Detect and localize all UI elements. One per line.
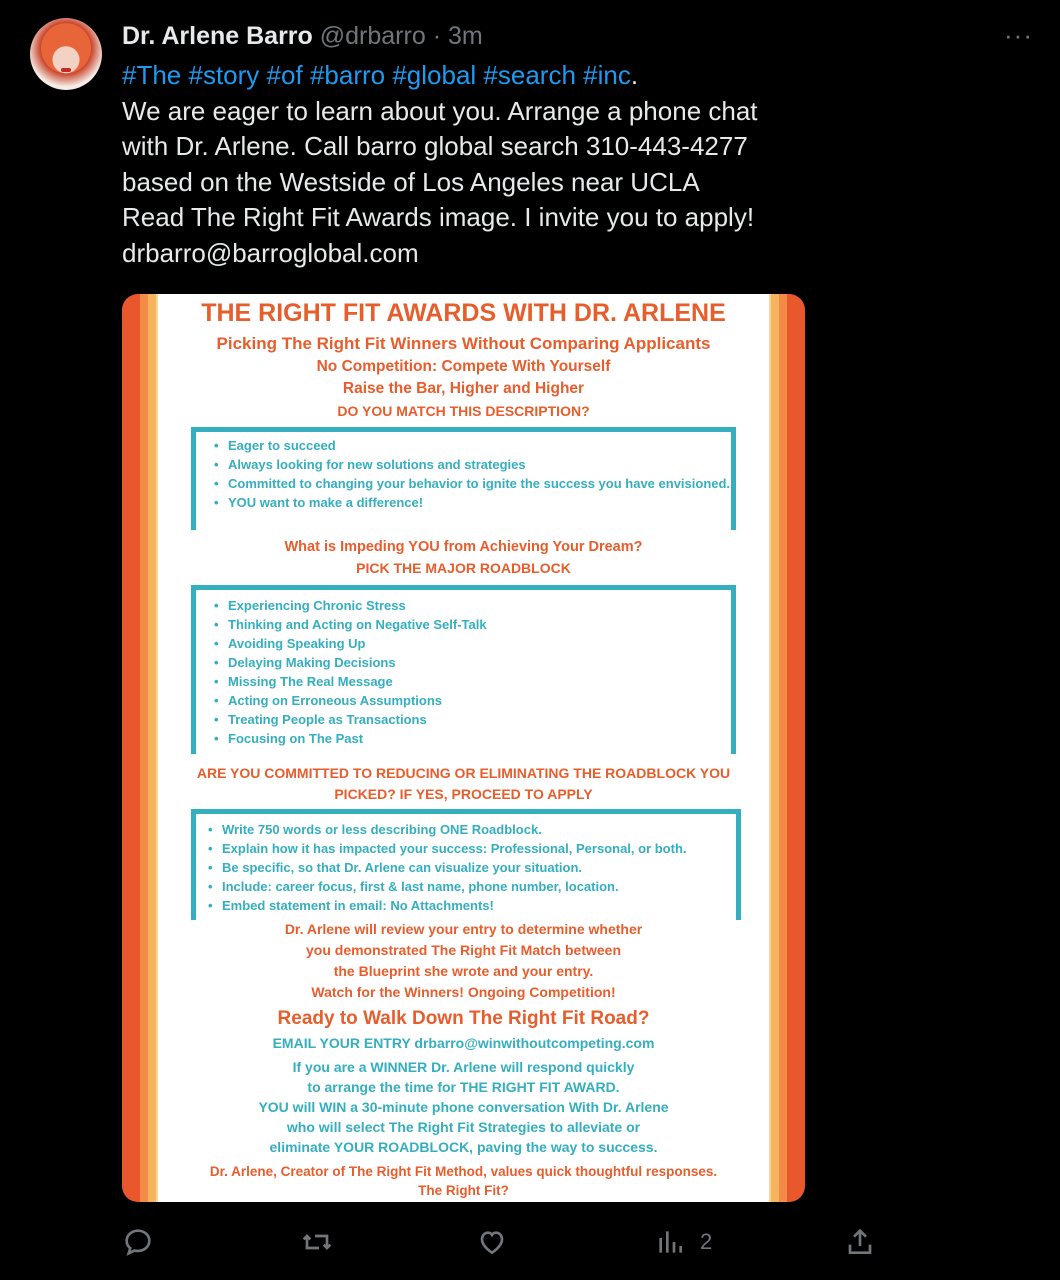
apply-box (191, 809, 741, 920)
list-item: • Write 750 words or less describing ONE Roadblock. (208, 820, 736, 839)
review-line: Watch for the Winners! Ongoing Competition! (311, 984, 616, 1000)
poster-question: DO YOU MATCH THIS DESCRIPTION? (337, 403, 590, 419)
hashtag-line (122, 58, 822, 94)
hashtag-global[interactable]: #global (392, 60, 477, 90)
author-handle[interactable]: @drbarro (319, 22, 426, 50)
list-item: • Acting on Erroneous Assumptions (214, 691, 731, 710)
right-fit-poster (158, 294, 769, 1202)
tweet-time[interactable]: 3m (447, 22, 483, 50)
hashtag-the[interactable]: #The (122, 60, 182, 90)
share-button[interactable] (844, 1226, 876, 1258)
author-name[interactable]: Dr. Arlene Barro (122, 22, 313, 50)
hashtag-search[interactable]: #search (483, 60, 576, 90)
ready-heading: Ready to Walk Down The Right Fit Road? (277, 1008, 650, 1029)
heart-icon (476, 1226, 508, 1258)
description-box (191, 427, 736, 530)
hashtag-barro[interactable]: #barro (309, 60, 386, 90)
avatar-lips (61, 68, 71, 72)
poster-question: What is Impeding YOU from Achieving Your Dream? (284, 539, 643, 555)
separator-dot: · (432, 22, 442, 50)
more-options-icon[interactable]: ··· (1004, 20, 1033, 50)
tweet-header (122, 20, 483, 52)
winner-line: to arrange the time for THE RIGHT FIT AWARD. (307, 1079, 620, 1095)
review-line: you demonstrated The Right Fit Match between (305, 942, 622, 958)
list-item: • Experiencing Chronic Stress (214, 596, 731, 615)
share-icon (844, 1226, 876, 1258)
list-item: • Missing The Real Message (214, 672, 731, 691)
poster-question: ARE YOU COMMITTED TO REDUCING OR ELIMINATING THE ROADBLOCK YOU (196, 765, 731, 781)
poster-footer: The Right Fit? (418, 1183, 509, 1198)
winner-line: who will select The Right Fit Strategies to alleviate or (286, 1119, 641, 1135)
poster-line: No Competition: Compete With Yourself (316, 358, 611, 375)
hashtag-story[interactable]: #story (188, 60, 260, 90)
review-line: Dr. Arlene will review your entry to determine whether (284, 921, 643, 937)
reply-button[interactable] (122, 1226, 154, 1258)
tweet-line: Read The Right Fit Awards image. I invite you to apply! (122, 202, 755, 232)
tweet-line: We are eager to learn about you. Arrange a phone chat (122, 95, 758, 126)
list-item: • Eager to succeed (214, 436, 731, 455)
list-item: • Always looking for new solutions and strategies (214, 455, 731, 474)
list-item: • Treating People as Transactions (214, 710, 731, 729)
winner-line: eliminate YOUR ROADBLOCK, paving the way to success. (269, 1139, 658, 1155)
poster-question: PICKED? IF YES, PROCEED TO APPLY (334, 786, 593, 802)
tweet-line: based on the Westside of Los Angeles near UCLA (122, 166, 700, 197)
tweet-actions (0, 1226, 1060, 1266)
hashtag-suffix: . (630, 60, 639, 90)
repost-button[interactable] (301, 1226, 333, 1258)
list-item: • Explain how it has impacted your success: Professional, Personal, or both. (208, 839, 736, 858)
list-item: • Embed statement in email: No Attachments! (208, 896, 736, 915)
like-button[interactable] (476, 1226, 508, 1258)
winner-line: If you are a WINNER Dr. Arlene will respond quickly (292, 1059, 635, 1075)
list-item: • Include: career focus, first & last name, phone number, location. (208, 877, 736, 896)
poster-subtitle: Picking The Right Fit Winners Without Comparing Applicants (216, 334, 711, 353)
review-line: the Blueprint she wrote and your entry. (333, 963, 594, 979)
list-item: • Be specific, so that Dr. Arlene can visualize your situation. (208, 858, 736, 877)
views-button[interactable] (654, 1226, 712, 1258)
hashtag-inc[interactable]: #inc (583, 60, 631, 90)
analytics-icon (654, 1226, 686, 1258)
winner-line: YOU will WIN a 30-minute phone conversation With Dr. Arlene (258, 1099, 669, 1115)
avatar[interactable] (30, 18, 102, 90)
tweet-line: with Dr. Arlene. Call barro global search 310-443-4277 (122, 131, 748, 161)
roadblock-box (191, 585, 736, 754)
list-item: • Avoiding Speaking Up (214, 634, 731, 653)
list-item: • Thinking and Acting on Negative Self-Talk (214, 615, 731, 634)
email-entry-line: EMAIL YOUR ENTRY drbarro@winwithoutcompeting.com (272, 1035, 655, 1051)
list-item: • Focusing on The Past (214, 729, 731, 748)
poster-footer: Dr. Arlene, Creator of The Right Fit Method, values quick thoughtful responses. (209, 1164, 718, 1179)
poster-line: Raise the Bar, Higher and Higher (342, 380, 585, 397)
tweet-media-image[interactable] (122, 294, 805, 1202)
tweet-email: drbarro@barroglobal.com (122, 237, 419, 268)
repost-icon (301, 1226, 333, 1258)
hashtag-of[interactable]: #of (266, 60, 303, 90)
tweet-text (122, 58, 822, 271)
list-item: • Delaying Making Decisions (214, 653, 731, 672)
poster-question: PICK THE MAJOR ROADBLOCK (356, 560, 571, 576)
list-item: • Committed to changing your behavior to ignite the success you have envisioned. (214, 474, 731, 493)
list-item: • YOU want to make a difference! (214, 493, 731, 512)
views-count: 2 (700, 1229, 713, 1254)
reply-icon (122, 1226, 154, 1258)
poster-title: THE RIGHT FIT AWARDS WITH DR. ARLENE (201, 299, 726, 327)
